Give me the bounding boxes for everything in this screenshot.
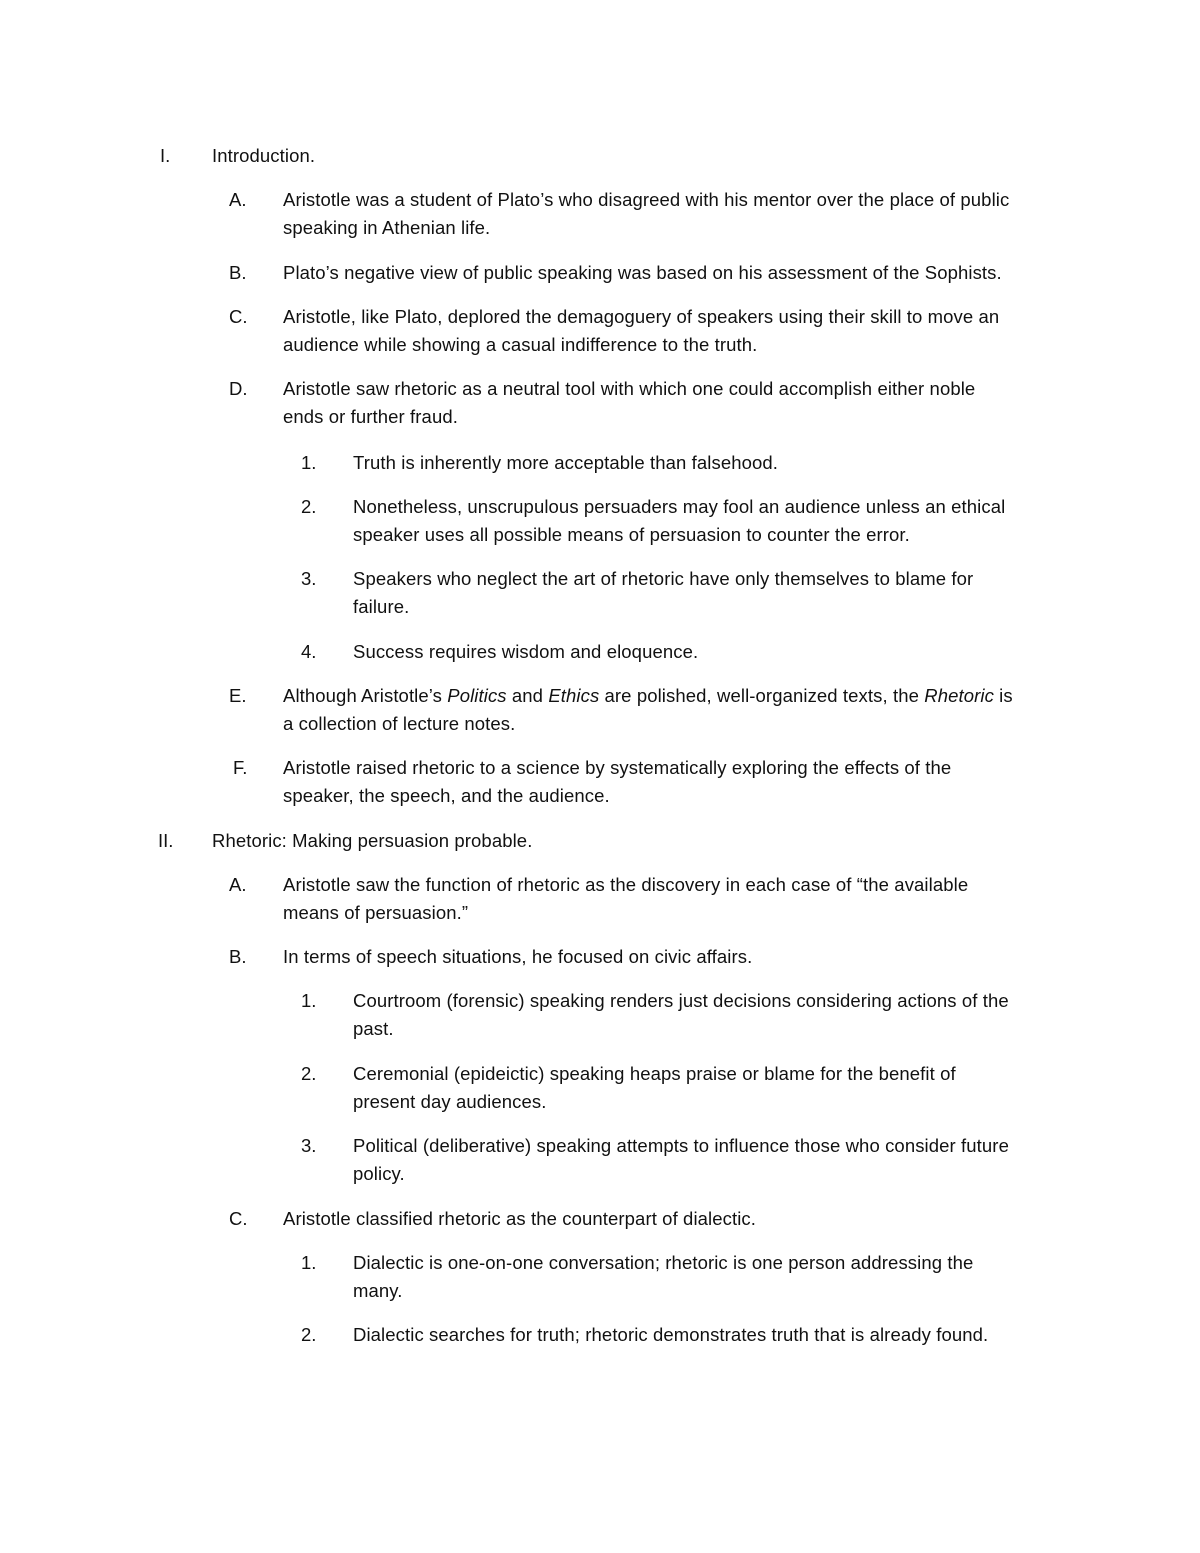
item-marker: B. xyxy=(229,946,247,967)
item-marker: C. xyxy=(229,1208,248,1229)
subitem-text-line: Dialectic is one-on-one conversation; rhetoric is one person addressing the xyxy=(353,1252,974,1273)
item-text-line: speaker, the speech, and the audience. xyxy=(283,785,610,806)
section-heading: Rhetoric: Making persuasion probable. xyxy=(212,830,533,851)
item-text-line: Aristotle saw the function of rhetoric as the discovery in each case of “the available xyxy=(283,874,969,895)
item-text-line xyxy=(283,682,1013,710)
text-run: are polished, well-organized texts, the xyxy=(599,685,925,706)
text-run: Although Aristotle’s xyxy=(283,685,448,706)
item-marker: F. xyxy=(233,757,248,778)
subitem-marker: 3. xyxy=(301,568,317,589)
item-text-line: means of persuasion.” xyxy=(283,902,469,923)
subitem-marker: 2. xyxy=(301,1063,317,1084)
subitem-marker: 2. xyxy=(301,1324,317,1345)
book-title-ethics: Ethics xyxy=(548,685,600,706)
subitem-marker: 2. xyxy=(301,496,317,517)
item-marker: A. xyxy=(229,189,247,210)
text-run: is xyxy=(993,685,1013,706)
subitem-marker: 3. xyxy=(301,1135,317,1156)
item-marker: C. xyxy=(229,306,248,327)
item-marker: E. xyxy=(229,685,247,706)
subitem-text-line: Ceremonial (epideictic) speaking heaps praise or blame for the benefit of xyxy=(353,1063,956,1084)
item-text-line: In terms of speech situations, he focused on civic affairs. xyxy=(283,946,753,967)
subitem-text-line: present day audiences. xyxy=(353,1091,547,1112)
item-text-line: Aristotle classified rhetoric as the counterpart of dialectic. xyxy=(283,1208,757,1229)
subitem-text-line: Truth is inherently more acceptable than falsehood. xyxy=(353,452,779,473)
subitem-marker: 1. xyxy=(301,452,317,473)
section-marker: II. xyxy=(158,830,174,851)
item-text-line: ends or further fraud. xyxy=(283,406,458,427)
item-text-line: speaking in Athenian life. xyxy=(283,217,491,238)
subitem-text-line: past. xyxy=(353,1018,394,1039)
section-heading: Introduction. xyxy=(212,145,316,166)
subitem-marker: 1. xyxy=(301,1252,317,1273)
subitem-marker: 4. xyxy=(301,641,317,662)
subitem-text-line: failure. xyxy=(353,596,410,617)
subitem-text-line: policy. xyxy=(353,1163,405,1184)
section-marker: I. xyxy=(160,145,171,166)
item-text-line: audience while showing a casual indifference to the truth. xyxy=(283,334,758,355)
subitem-text-line: Political (deliberative) speaking attempts to influence those who consider future xyxy=(353,1135,1009,1156)
item-text-line: Aristotle saw rhetoric as a neutral tool with which one could accomplish either noble xyxy=(283,378,976,399)
subitem-text-line: Nonetheless, unscrupulous persuaders may fool an audience unless an ethical xyxy=(353,496,1006,517)
subitem-marker: 1. xyxy=(301,990,317,1011)
item-text-line: Aristotle, like Plato, deplored the demagoguery of speakers using their skill to move an xyxy=(283,306,1000,327)
item-marker: A. xyxy=(229,874,247,895)
subitem-text-line: Courtroom (forensic) speaking renders just decisions considering actions of the xyxy=(353,990,1009,1011)
item-text-line: Aristotle was a student of Plato’s who disagreed with his mentor over the place of public xyxy=(283,189,1010,210)
item-text-line: Plato’s negative view of public speaking was based on his assessment of the Sophists. xyxy=(283,262,1002,283)
subitem-text-line: Speakers who neglect the art of rhetoric have only themselves to blame for xyxy=(353,568,974,589)
item-text-line: a collection of lecture notes. xyxy=(283,713,516,734)
subitem-text-line: many. xyxy=(353,1280,403,1301)
book-title-rhetoric: Rhetoric xyxy=(924,685,994,706)
item-marker: D. xyxy=(229,378,248,399)
subitem-text-line: Dialectic searches for truth; rhetoric demonstrates truth that is already found. xyxy=(353,1324,989,1345)
book-title-politics: Politics xyxy=(447,685,507,706)
subitem-text-line: speaker uses all possible means of persuasion to counter the error. xyxy=(353,524,910,545)
item-marker: B. xyxy=(229,262,247,283)
subitem-text-line: Success requires wisdom and eloquence. xyxy=(353,641,699,662)
item-text-line: Aristotle raised rhetoric to a science by systematically exploring the effects of the xyxy=(283,757,952,778)
text-run: and xyxy=(506,685,549,706)
